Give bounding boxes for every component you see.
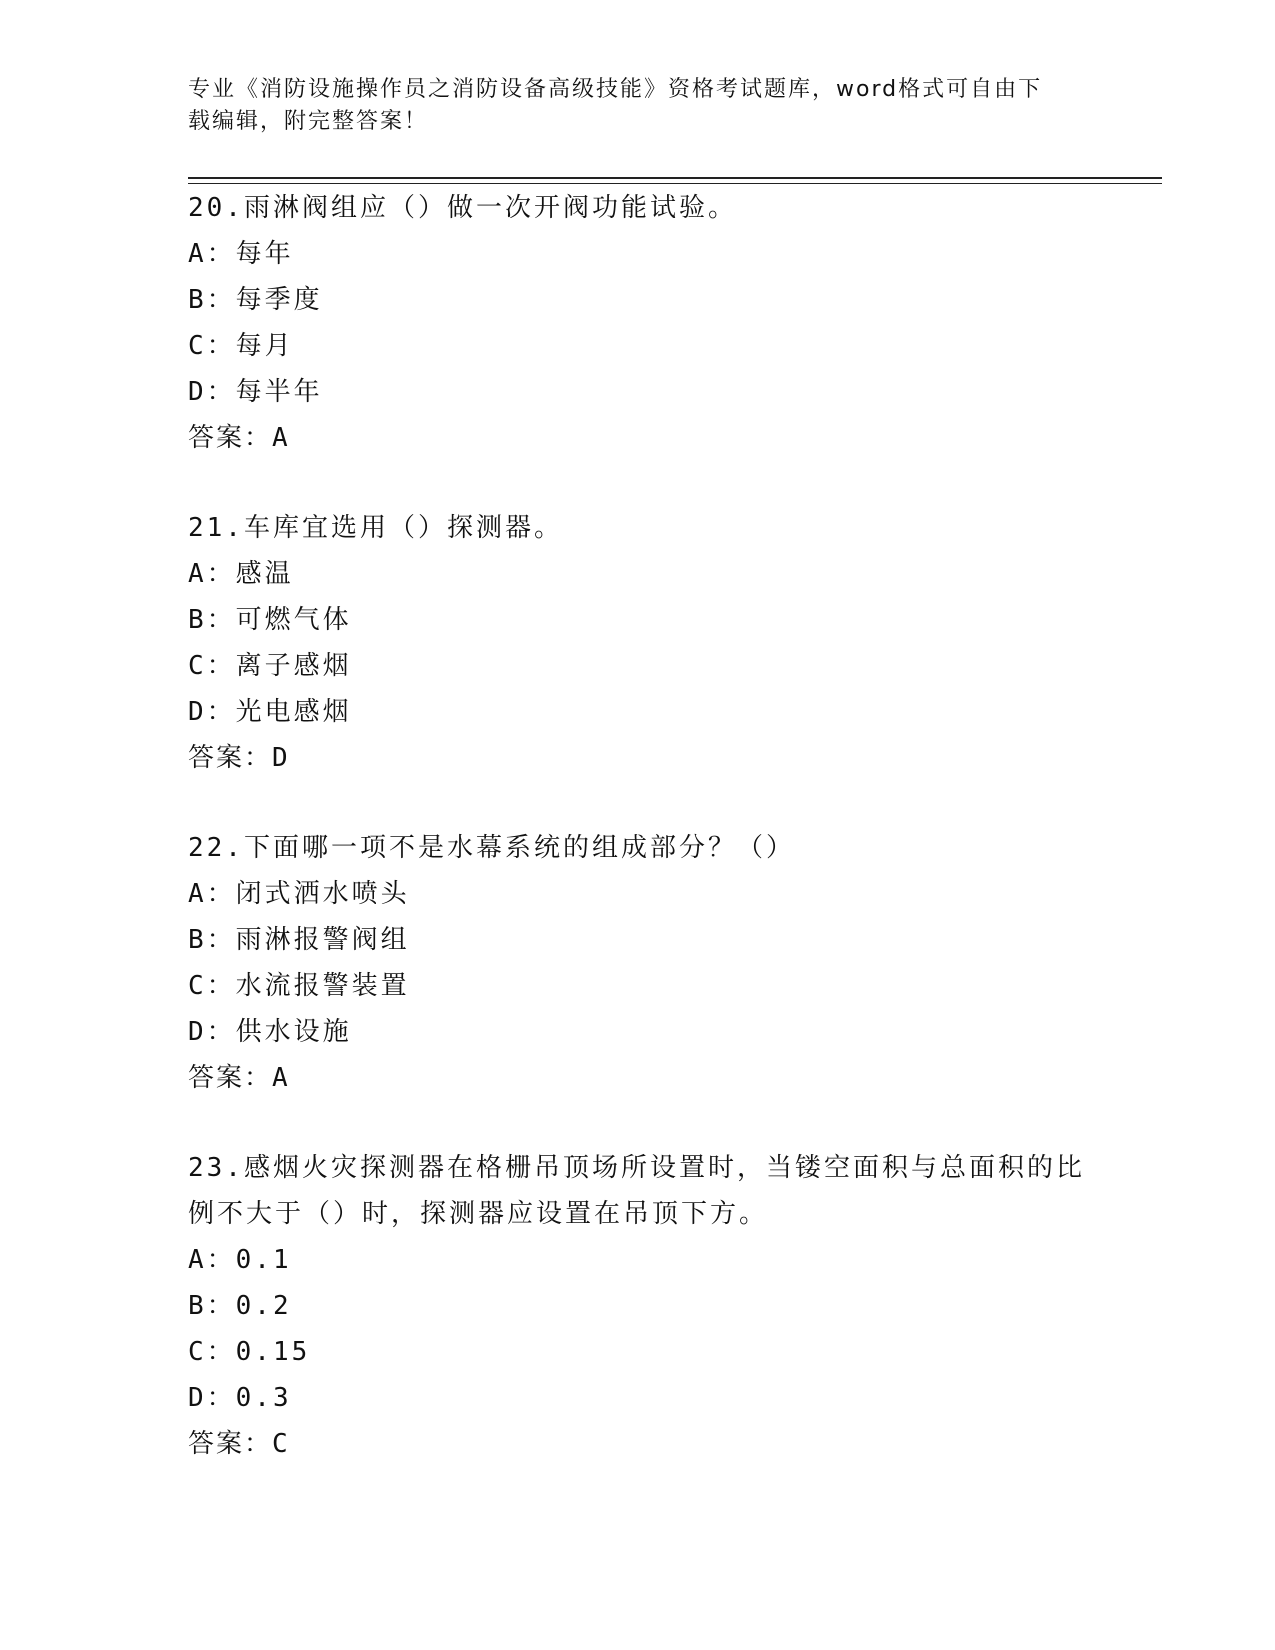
- option-label: D：: [188, 1383, 236, 1413]
- option-text: 感温: [235, 559, 294, 589]
- answer-label: 答案：: [188, 1063, 273, 1093]
- option-b: [188, 1283, 1108, 1329]
- option-label: B：: [188, 605, 236, 635]
- option-text: 光电感烟: [235, 697, 352, 727]
- answer-value: A: [272, 423, 290, 453]
- option-label: D：: [188, 1017, 236, 1047]
- answer-value: D: [272, 743, 290, 773]
- answer-line: [188, 1421, 1108, 1467]
- header-divider-thick: [188, 177, 1162, 179]
- header-divider-thin: [188, 183, 1162, 184]
- option-c: [188, 323, 1108, 369]
- option-label: A：: [188, 559, 236, 589]
- option-text: 0.15: [235, 1337, 311, 1367]
- option-text: 水流报警装置: [235, 971, 410, 1001]
- question-stem: 20.雨淋阀组应（）做一次开阀功能试验。: [188, 193, 737, 223]
- option-d: [188, 1009, 1108, 1055]
- answer-line: [188, 735, 1108, 781]
- option-d: [188, 689, 1108, 735]
- option-label: D：: [188, 697, 236, 727]
- answer-value: C: [272, 1429, 290, 1459]
- option-text: 0.2: [235, 1291, 292, 1321]
- option-text: 每半年: [235, 377, 323, 407]
- option-text: 供水设施: [235, 1017, 352, 1047]
- option-text: 0.3: [235, 1383, 292, 1413]
- option-c: [188, 1329, 1108, 1375]
- option-label: A：: [188, 239, 236, 269]
- option-d: [188, 1375, 1108, 1421]
- question-22: [188, 825, 1108, 1101]
- question-stem: 22.下面哪一项不是水幕系统的组成部分？（）: [188, 833, 795, 863]
- option-a: [188, 1237, 1108, 1283]
- option-label: B：: [188, 925, 236, 955]
- option-label: B：: [188, 1291, 236, 1321]
- question-stem-line-2: 例不大于（）时，探测器应设置在吊顶下方。: [188, 1199, 769, 1229]
- option-b: [188, 277, 1108, 323]
- option-text: 雨淋报警阀组: [235, 925, 410, 955]
- option-text: 离子感烟: [235, 651, 352, 681]
- option-b: [188, 597, 1108, 643]
- answer-label: 答案：: [188, 1429, 273, 1459]
- option-label: C：: [188, 1337, 236, 1367]
- option-c: [188, 963, 1108, 1009]
- header-line-1: 专业《消防设施操作员之消防设备高级技能》资格考试题库，word格式可自由下: [188, 77, 1043, 102]
- option-label: D：: [188, 377, 236, 407]
- document-header: [188, 74, 1068, 138]
- option-c: [188, 643, 1108, 689]
- header-line-2: 载编辑，附完整答案！: [188, 109, 429, 134]
- option-label: B：: [188, 285, 236, 315]
- option-b: [188, 917, 1108, 963]
- option-label: C：: [188, 971, 236, 1001]
- option-text: 可燃气体: [235, 605, 352, 635]
- option-a: [188, 871, 1108, 917]
- option-label: A：: [188, 1245, 236, 1275]
- option-text: 0.1: [235, 1245, 292, 1275]
- question-23: [188, 1145, 1108, 1467]
- option-text: 闭式洒水喷头: [235, 879, 410, 909]
- option-text: 每季度: [235, 285, 323, 315]
- option-text: 每月: [235, 331, 294, 361]
- answer-line: [188, 1055, 1108, 1101]
- answer-label: 答案：: [188, 423, 273, 453]
- option-a: [188, 231, 1108, 277]
- question-21: [188, 505, 1108, 781]
- option-label: A：: [188, 879, 236, 909]
- option-d: [188, 369, 1108, 415]
- question-stem-line-1: 23.感烟火灾探测器在格栅吊顶场所设置时，当镂空面积与总面积的比: [188, 1153, 1085, 1183]
- option-text: 每年: [235, 239, 294, 269]
- option-label: C：: [188, 331, 236, 361]
- answer-line: [188, 415, 1108, 461]
- answer-value: A: [272, 1063, 290, 1093]
- option-a: [188, 551, 1108, 597]
- question-20: [188, 185, 1108, 461]
- option-label: C：: [188, 651, 236, 681]
- answer-label: 答案：: [188, 743, 273, 773]
- question-stem: 21.车库宜选用（）探测器。: [188, 513, 563, 543]
